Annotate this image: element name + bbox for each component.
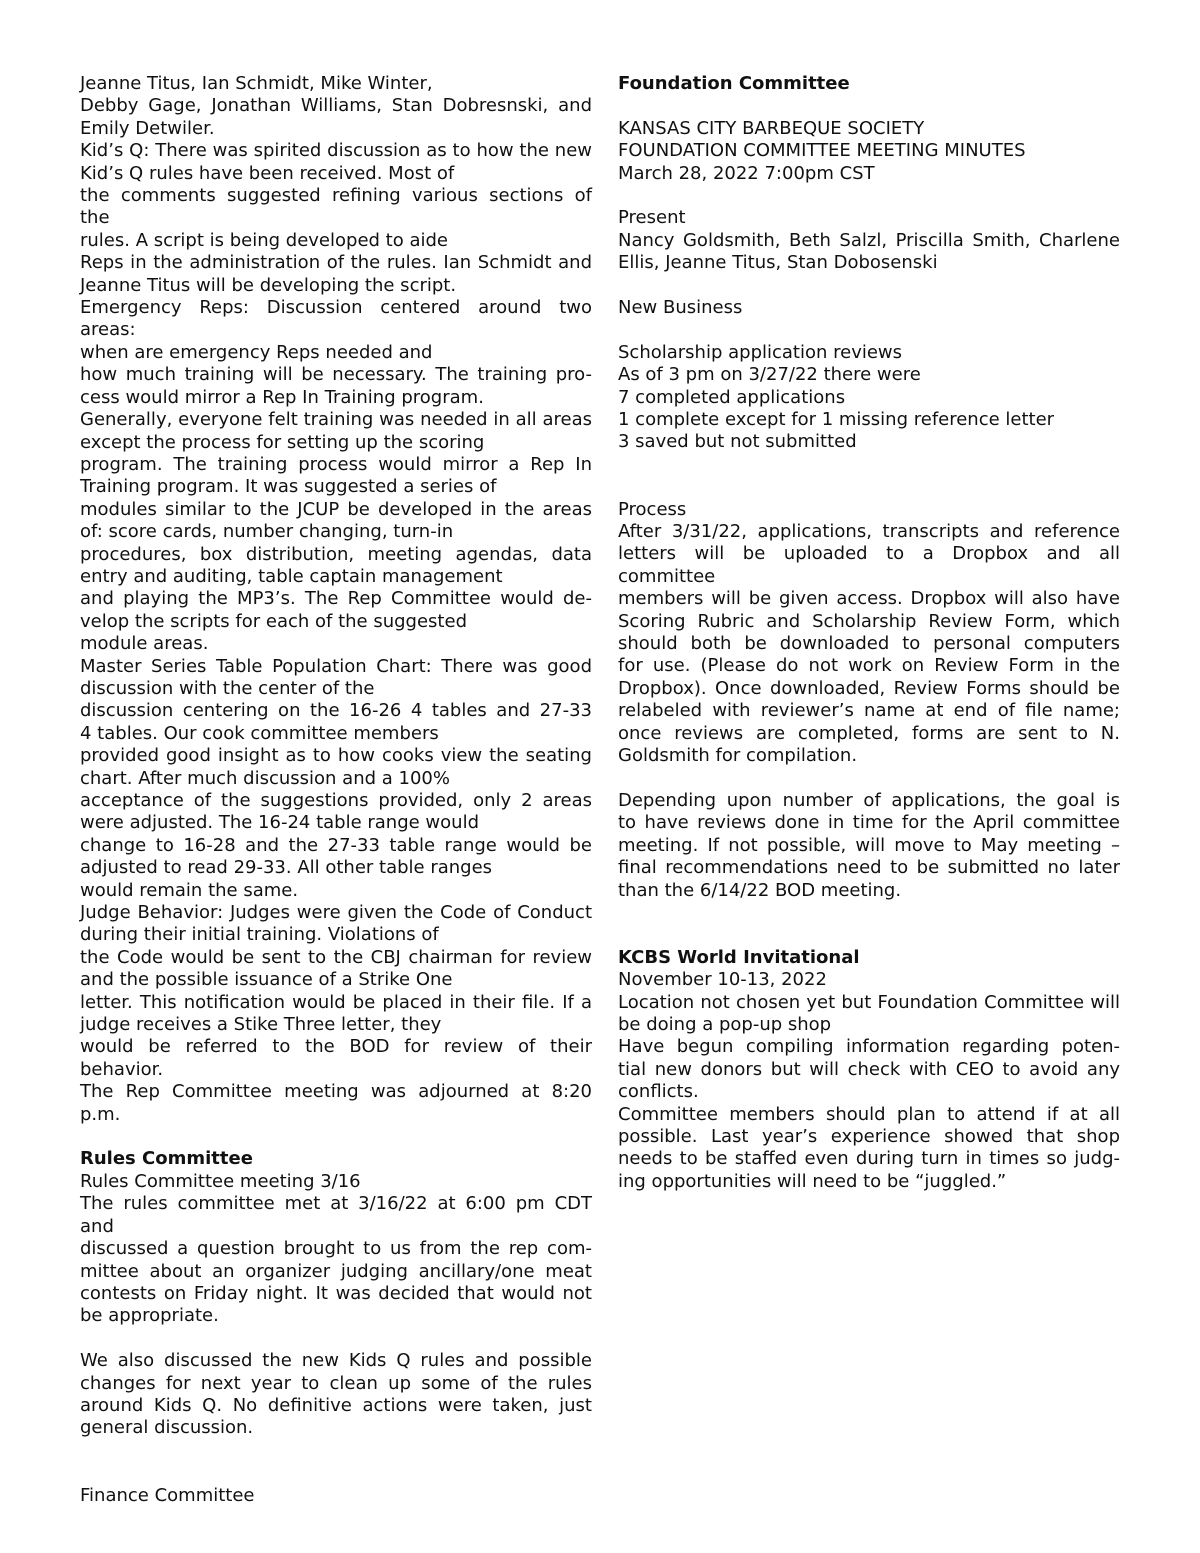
- text-line: Ellis, Jeanne Titus, Stan Dobosenski: [618, 252, 938, 274]
- text-line: and the possible issuance of a Strike One: [80, 969, 453, 991]
- text-line: Jeanne Titus will be developing the script.: [80, 274, 457, 296]
- text-line: Goldsmith for compilation.: [618, 745, 858, 767]
- text-line: relabeled with reviewer’s name at end of file name;: [618, 700, 1120, 722]
- text-line: Emergency Reps: Discussion centered around two areas:: [80, 297, 592, 341]
- text-line: the comments suggested refining various sections of the: [80, 185, 592, 229]
- text-line: Kid’s Q rules have been received. Most of: [80, 162, 455, 184]
- text-line: Master Series Table Population Chart: There was good: [80, 655, 592, 677]
- text-line: letters will be uploaded to a Dropbox and all committee: [618, 543, 1120, 587]
- text-line: 7 completed applications: [618, 386, 846, 408]
- text-line: possible. Last year’s experience showed that shop: [618, 1125, 1120, 1147]
- text-line: Location not chosen yet but Foundation Committee will: [618, 991, 1120, 1013]
- text-line: velop the scripts for each of the suggested: [80, 610, 467, 632]
- text-line: program. The training process would mirror a Rep In: [80, 453, 592, 475]
- text-line: provided good insight as to how cooks view the seating: [80, 745, 592, 767]
- text-line: Dropbox). Once downloaded, Review Forms should be: [618, 677, 1120, 699]
- text-line: 1 complete except for 1 missing reference letter: [618, 409, 1055, 431]
- paragraph-spacer: [80, 1440, 592, 1462]
- text-line: should both be downloaded to personal computers: [618, 633, 1120, 655]
- text-line: needs to be staffed even during turn in times so judg-: [618, 1148, 1120, 1170]
- text-line: change to 16-28 and the 27-33 table range would be: [80, 834, 592, 856]
- text-line: how much training will be necessary. The training pro-: [80, 364, 592, 386]
- text-line: rules. A script is being developed to aide: [80, 229, 448, 251]
- text-line: cess would mirror a Rep In Training program.: [80, 386, 484, 408]
- text-line: The rules committee met at 3/16/22 at 6:00 pm CDT and: [80, 1193, 592, 1237]
- text-line: and playing the MP3’s. The Rep Committee would de-: [80, 588, 592, 610]
- text-line: discussed a question brought to us from the rep com-: [80, 1238, 592, 1260]
- text-line: discussion with the center of the: [80, 677, 375, 699]
- paragraph-spacer: [80, 1126, 592, 1148]
- text-line: adjusted to read 29-33. All other table ranges: [80, 857, 493, 879]
- text-line: the Code would be sent to the CBJ chairman for review: [80, 946, 592, 968]
- text-line: for use. (Please do not work on Review Form in the: [618, 655, 1120, 677]
- text-line: once reviews are completed, forms are sent to N.: [618, 722, 1120, 744]
- text-line: final recommendations need to be submitted no later: [618, 857, 1120, 879]
- text-line: KANSAS CITY BARBEQUE SOCIETY: [618, 117, 925, 139]
- text-line: modules similar to the JCUP be developed in the areas: [80, 498, 592, 520]
- right-column: [618, 73, 1120, 1193]
- paragraph-spacer: [618, 476, 1120, 498]
- text-line: Process: [618, 498, 687, 520]
- text-line: discussion centering on the 16-26 4 tables and 27-33: [80, 700, 592, 722]
- text-line: during their initial training. Violations of: [80, 924, 439, 946]
- text-line: module areas.: [80, 633, 209, 655]
- text-line: Have begun compiling information regarding poten-: [618, 1036, 1120, 1058]
- text-line: Jeanne Titus, Ian Schmidt, Mike Winter,: [80, 73, 433, 94]
- section-heading: KCBS World Invitational: [618, 946, 860, 968]
- text-line: 3 saved but not submitted: [618, 431, 857, 453]
- text-line: were adjusted. The 16-24 table range would: [80, 812, 480, 834]
- text-line: Scoring Rubric and Scholarship Review Form, which: [618, 610, 1120, 632]
- text-line: meeting. If not possible, will move to May meeting –: [618, 834, 1120, 856]
- text-line: entry and auditing, table captain management: [80, 565, 503, 587]
- text-line: March 28, 2022 7:00pm CST: [618, 162, 875, 184]
- text-line: FOUNDATION COMMITTEE MEETING MINUTES: [618, 140, 1026, 162]
- text-line: Generally, everyone felt training was needed in all areas: [80, 409, 592, 431]
- paragraph-spacer: [80, 1328, 592, 1350]
- paragraph-spacer: [618, 768, 1120, 790]
- text-line: Finance Committee: [80, 1484, 255, 1506]
- section-heading: Rules Committee: [80, 1148, 253, 1170]
- text-line: Debby Gage, Jonathan Williams, Stan Dobresnski, and: [80, 95, 592, 117]
- text-line: ing opportunities will need to be “juggled.”: [618, 1170, 1007, 1192]
- left-column: [80, 73, 592, 1507]
- paragraph-spacer: [80, 1462, 592, 1484]
- text-line: contests on Friday night. It was decided that would not: [80, 1282, 592, 1304]
- text-line: November 10-13, 2022: [618, 969, 827, 991]
- text-line: Depending upon number of applications, the goal is: [618, 789, 1120, 811]
- text-line: judge receives a Stike Three letter, they: [80, 1014, 442, 1036]
- text-line: when are emergency Reps needed and: [80, 341, 433, 363]
- text-line: The Rep Committee meeting was adjourned at 8:20 p.m.: [80, 1081, 592, 1125]
- paragraph-spacer: [618, 185, 1120, 207]
- text-line: than the 6/14/22 BOD meeting.: [618, 879, 902, 901]
- text-line: except the process for setting up the scoring: [80, 431, 485, 453]
- text-line: After 3/31/22, applications, transcripts and reference: [618, 521, 1120, 543]
- text-line: Emily Detwiler.: [80, 117, 215, 139]
- text-line: chart. After much discussion and a 100%: [80, 767, 450, 789]
- paragraph-spacer: [618, 319, 1120, 341]
- paragraph-spacer: [618, 95, 1120, 117]
- paragraph-spacer: [618, 924, 1120, 946]
- text-line: procedures, box distribution, meeting agendas, data: [80, 543, 592, 565]
- text-line: acceptance of the suggestions provided, only 2 areas: [80, 790, 592, 811]
- text-line: around Kids Q. No definitive actions were taken, just: [80, 1394, 592, 1416]
- text-line: letter. This notification would be placed in their file. If a: [80, 991, 592, 1013]
- text-line: would be referred to the BOD for review of their behavior.: [80, 1036, 592, 1080]
- text-line: general discussion.: [80, 1417, 254, 1439]
- text-line: Committee members should plan to attend if at all: [618, 1103, 1120, 1125]
- text-line: Reps in the administration of the rules. Ian Schmidt and: [80, 252, 592, 274]
- text-line: Kid’s Q: There was spirited discussion as to how the new: [80, 140, 592, 162]
- text-line: be appropriate.: [80, 1305, 219, 1327]
- text-line: changes for next year to clean up some of the rules: [80, 1372, 592, 1394]
- text-line: 4 tables. Our cook committee members: [80, 722, 439, 744]
- text-line: Scholarship application reviews: [618, 341, 903, 363]
- paragraph-spacer: [618, 454, 1120, 476]
- text-line: Present: [618, 207, 686, 229]
- text-line: conflicts.: [618, 1081, 699, 1103]
- text-line: Judge Behavior: Judges were given the Code of Conduct: [80, 902, 592, 924]
- text-line: Nancy Goldsmith, Beth Salzl, Priscilla Smith, Charlene: [618, 229, 1120, 251]
- text-line: New Business: [618, 297, 743, 319]
- text-line: of: score cards, number changing, turn-in: [80, 521, 454, 543]
- text-line: members will be given access. Dropbox will also have: [618, 588, 1120, 610]
- paragraph-spacer: [618, 275, 1120, 297]
- text-line: be doing a pop-up shop: [618, 1013, 832, 1035]
- text-line: As of 3 pm on 3/27/22 there were: [618, 364, 921, 386]
- paragraph-spacer: [618, 902, 1120, 924]
- text-line: We also discussed the new Kids Q rules and possible: [80, 1350, 592, 1372]
- text-line: mittee about an organizer judging ancillary/one meat: [80, 1260, 592, 1282]
- text-line: Training program. It was suggested a series of: [80, 476, 497, 498]
- section-heading: Foundation Committee: [618, 73, 850, 94]
- text-line: Rules Committee meeting 3/16: [80, 1170, 361, 1192]
- text-line: to have reviews done in time for the April committee: [618, 812, 1120, 834]
- text-line: tial new donors but will check with CEO to avoid any: [618, 1058, 1120, 1080]
- text-line: would remain the same.: [80, 879, 299, 901]
